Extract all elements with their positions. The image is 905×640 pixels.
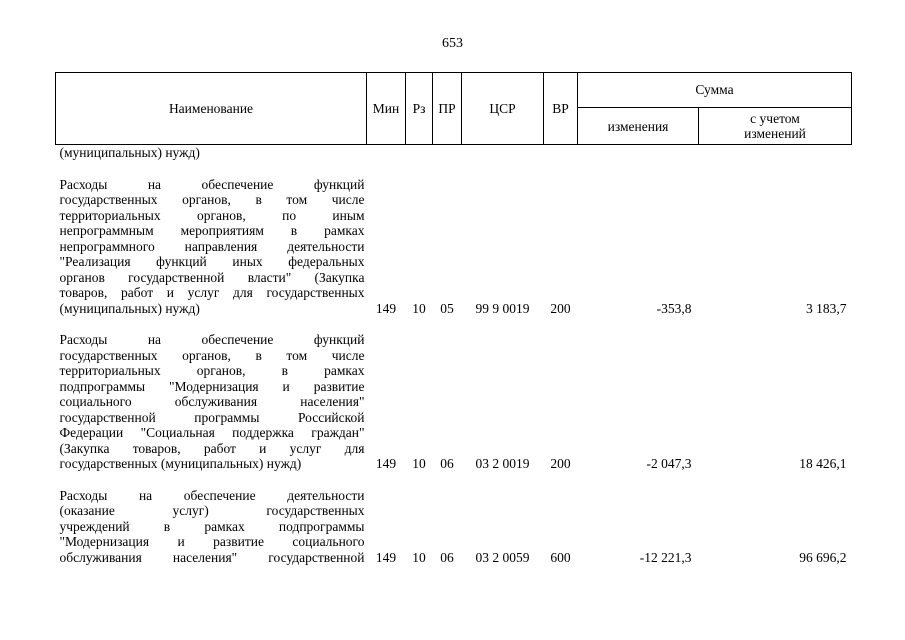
row-gap-cell — [56, 161, 852, 177]
row-csr: 03 2 0059 — [475, 549, 530, 565]
header-with-changes — [699, 108, 852, 145]
row-rz: 10 — [412, 549, 426, 565]
row-name-line: государственных органов, в том числе — [59, 192, 365, 207]
header-with-changes-line2: изменений — [744, 126, 806, 141]
row-pr: 06 — [440, 456, 454, 471]
row-gap-cell — [56, 316, 852, 332]
table-header — [56, 73, 852, 145]
row-gap-cell — [56, 472, 852, 488]
row-min: 149 — [375, 456, 397, 471]
header-change: изменения — [578, 108, 699, 145]
header-sum: Сумма — [578, 73, 852, 108]
row-name — [56, 177, 367, 317]
header-rz: Рз — [406, 73, 433, 145]
page-number: 653 — [442, 36, 463, 51]
row-csr: 03 2 0019 — [475, 456, 530, 471]
row-total: 96 696,2 — [799, 549, 847, 565]
row-rz: 10 — [412, 300, 426, 316]
header-vr: ВР — [544, 73, 578, 145]
row-rz — [406, 145, 433, 161]
table-row — [56, 332, 852, 472]
header-name: Наименование — [56, 73, 367, 145]
row-total: 3 183,7 — [806, 300, 847, 316]
row-csr: 99 9 0019 — [475, 300, 530, 316]
row-name-line: государственных органов, в том числе — [59, 347, 365, 363]
table-body — [56, 145, 852, 566]
table-row — [56, 488, 852, 566]
row-name-line: подпрограммы "Модернизация и развитие — [59, 378, 365, 394]
row-vr: 200 — [550, 456, 571, 471]
row-name-line: Федерации "Социальная поддержка граждан" — [59, 425, 365, 440]
row-name-line: социального обслуживания населения" — [59, 394, 365, 409]
row-name — [56, 488, 367, 566]
row-name-line: государственной программы Российской — [59, 409, 365, 425]
row-gap — [56, 316, 852, 332]
row-vr: 200 — [550, 300, 571, 316]
row-vr — [544, 145, 578, 161]
row-pr: 05 — [440, 300, 454, 316]
row-vr: 600 — [550, 549, 571, 565]
row-name-line: (муниципальных) нужд) — [59, 300, 200, 316]
row-name-line: государственных (муниципальных) нужд) — [59, 456, 302, 471]
row-change: -12 221,3 — [639, 549, 692, 565]
header-pr: ПР — [433, 73, 462, 145]
row-change: -2 047,3 — [646, 456, 692, 471]
table-row — [56, 145, 852, 161]
row-change: -353,8 — [656, 300, 692, 316]
row-name-line: (муниципальных) нужд) — [59, 145, 200, 160]
row-name-line: учреждений в рамках подпрограммы — [59, 518, 365, 534]
row-name — [56, 332, 367, 472]
row-total: 18 426,1 — [799, 456, 847, 471]
budget-table — [55, 72, 852, 565]
row-min: 149 — [375, 300, 397, 316]
row-pr — [433, 145, 462, 161]
header-with-changes-line1: с учетом — [750, 111, 800, 126]
row-change — [578, 145, 699, 161]
row-name-line: территориальных органов, по иным — [59, 207, 365, 223]
row-min: 149 — [375, 549, 397, 565]
row-name — [56, 145, 367, 161]
row-name-line: Расходы на обеспечение деятельности — [59, 487, 365, 503]
row-gap — [56, 472, 852, 488]
row-name-line: (оказание услуг) государственных — [59, 503, 365, 518]
row-name-line: товаров, работ и услуг для государственных — [59, 285, 365, 300]
row-name-line: (Закупка товаров, работ и услуг для — [59, 440, 365, 456]
row-rz: 10 — [412, 456, 426, 471]
row-name-line: "Модернизация и развитие социального — [59, 534, 365, 549]
table-row — [56, 177, 852, 317]
row-name-line: органов государственной власти" (Закупка — [59, 269, 365, 285]
row-name-line: обслуживания населения" государственной — [59, 549, 365, 565]
row-name-line: "Реализация функций иных федеральных — [59, 254, 365, 269]
row-gap — [56, 161, 852, 177]
row-name-line: непрограммным мероприятиям в рамках — [59, 223, 365, 238]
row-name-line: Расходы на обеспечение функций — [59, 176, 365, 192]
header-csr: ЦСР — [462, 73, 544, 145]
row-total — [699, 145, 852, 161]
row-name-line: Расходы на обеспечение функций — [59, 332, 365, 347]
row-pr: 06 — [440, 549, 454, 565]
row-min — [367, 145, 406, 161]
row-csr — [462, 145, 544, 161]
row-name-line: непрограммного направления деятельности — [59, 238, 365, 254]
row-name-line: территориальных органов, в рамках — [59, 363, 365, 378]
header-min: Мин — [367, 73, 406, 145]
